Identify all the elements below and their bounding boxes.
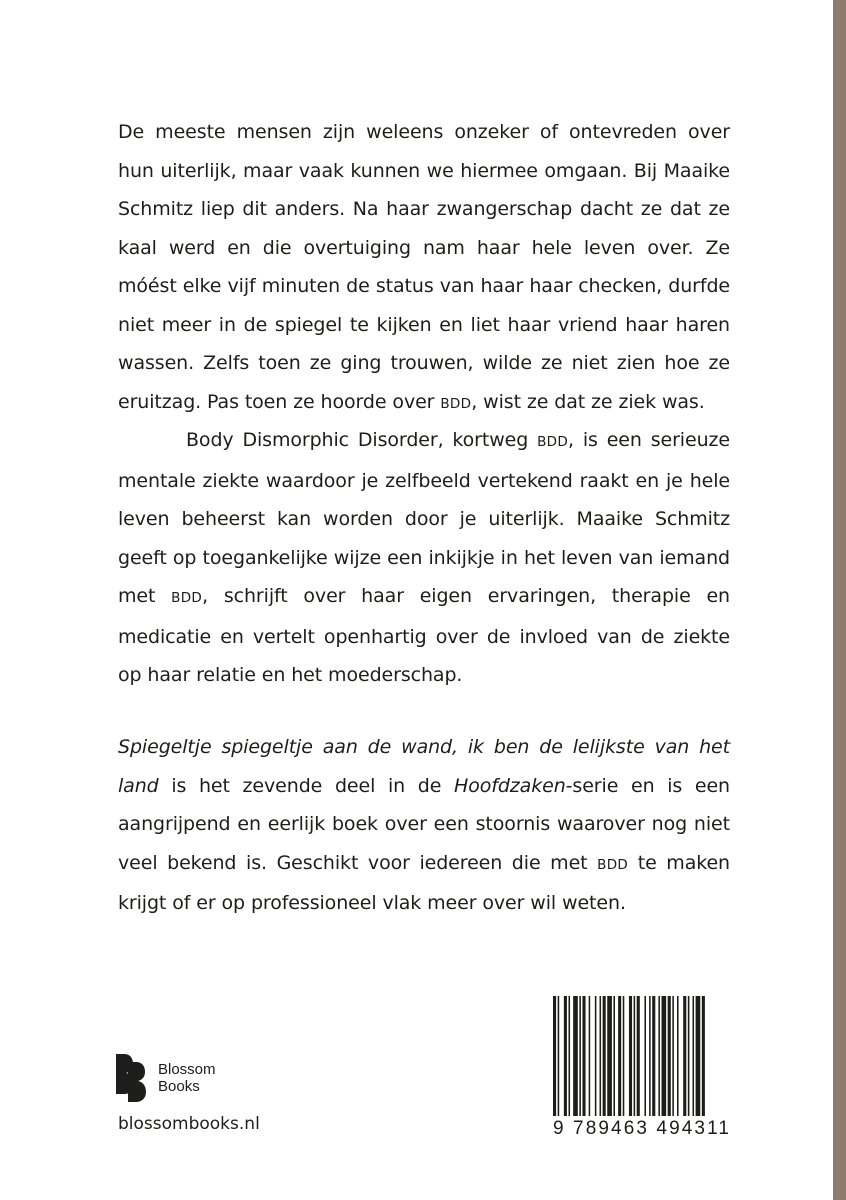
barcode-bar [603, 996, 606, 1116]
barcode-bar [662, 996, 667, 1116]
barcode-bar [649, 996, 651, 1116]
barcode-bar [579, 996, 581, 1116]
barcode-bar [683, 996, 686, 1116]
barcode-bar [600, 996, 602, 1116]
blurb-p3-text-end: te maken krijgt of er op professioneel vlak meer over wil weten. [118, 851, 730, 914]
barcode-bar [613, 996, 615, 1116]
publisher-name-line-2: Books [158, 1078, 200, 1095]
barcode-bar [693, 996, 695, 1116]
barcode-bar [564, 996, 567, 1116]
book-title-italic: Spiegeltje spiegeltje aan de wand, ik ben de lelijkste van het land [118, 736, 730, 797]
barcode-bar [558, 996, 560, 1116]
bdd-abbreviation: BDD [171, 590, 203, 606]
barcode-bar [623, 996, 625, 1116]
barcode-bar [607, 996, 612, 1116]
barcode-bar [652, 996, 655, 1116]
barcode-bar [677, 996, 679, 1116]
bdd-abbreviation: BDD [597, 856, 629, 873]
barcode-bar [644, 996, 646, 1116]
isbn-barcode [553, 996, 731, 1138]
blossom-books-bb-logo-icon [116, 1054, 148, 1102]
book-spine-edge [833, 0, 846, 1200]
bdd-abbreviation: BDD [537, 434, 569, 450]
barcode-bar [634, 996, 636, 1116]
barcode-bar [672, 996, 674, 1116]
barcode-bar [702, 996, 705, 1116]
barcode-bar [589, 996, 591, 1116]
barcode-bar [637, 996, 640, 1116]
blurb-p2-text: Body Dismorphic Disorder, kortweg [186, 429, 538, 451]
blurb-paragraph-2 [118, 421, 730, 695]
blurb-p3-text: is het zevende deel in de [158, 774, 455, 797]
barcode-bar [658, 996, 660, 1116]
barcode-bar [595, 996, 597, 1116]
blurb-p1-text-end: , wist ze dat ze ziek was. [471, 390, 705, 413]
series-name-italic: Hoofdzaken [454, 774, 566, 797]
barcode-bar [668, 996, 671, 1116]
blurb-p2-text-end: , schrijft over haar eigen ervaringen, therapie en medicatie en vertelt openhartig over de invloed van de ziekte op haar relatie en het moederschap. [118, 585, 730, 686]
publisher-name-line-1: Blossom [158, 1061, 216, 1078]
barcode-bar [688, 996, 690, 1116]
barcode-bar [573, 996, 578, 1116]
blurb-paragraph-1 [118, 113, 730, 423]
barcode-bar [569, 996, 571, 1116]
barcode-bar [582, 996, 585, 1116]
barcode-bar [629, 996, 632, 1116]
publisher-logo [116, 1054, 216, 1102]
blurb-p1-text: De meeste mensen zijn weleens onzeker of ontevreden over hun uiterlijk, maar vaak kunnen we hiermee omgaan. Bij Maaike Schmitz liep dit anders. Na haar zwangerschap dacht ze dat ze kaal werd en die overtuiging nam haar hele leven over. Ze móést elke vijf minuten de status van haar haar checken, durfde niet meer in de spiegel te kijken en liet haar vriend haar haren wassen. Zelfs toen ze ging trouwen, wilde ze niet zien hoe ze eruitzag. Pas toen ze hoorde over [118, 121, 730, 413]
blurb-paragraph-3 [118, 728, 730, 923]
isbn-number: 9 789463 494311 [553, 1118, 732, 1139]
blurb-p2-text-middle: , is een serieuze mentale ziekte waardoor je zelfbeeld vertekend raakt en je hele leven beheerst kan worden door je uiterlijk. Maaike Schmitz geeft op toegankelijke wijze een inkijkje in het leven van iemand met [118, 429, 730, 607]
bdd-abbreviation: BDD [440, 395, 472, 412]
blurb-p3-text-middle: -serie en is een aangrijpend en eerlijk boek over een stoornis waarover nog niet veel bekend is. Geschikt voor iedereen die met [118, 774, 730, 874]
publisher-name [158, 1061, 216, 1095]
barcode-bar [696, 996, 701, 1116]
publisher-website[interactable]: blossombooks.nl [118, 1114, 260, 1134]
barcode-bars [553, 996, 731, 1116]
barcode-bar [618, 996, 621, 1116]
barcode-bar [553, 996, 556, 1116]
